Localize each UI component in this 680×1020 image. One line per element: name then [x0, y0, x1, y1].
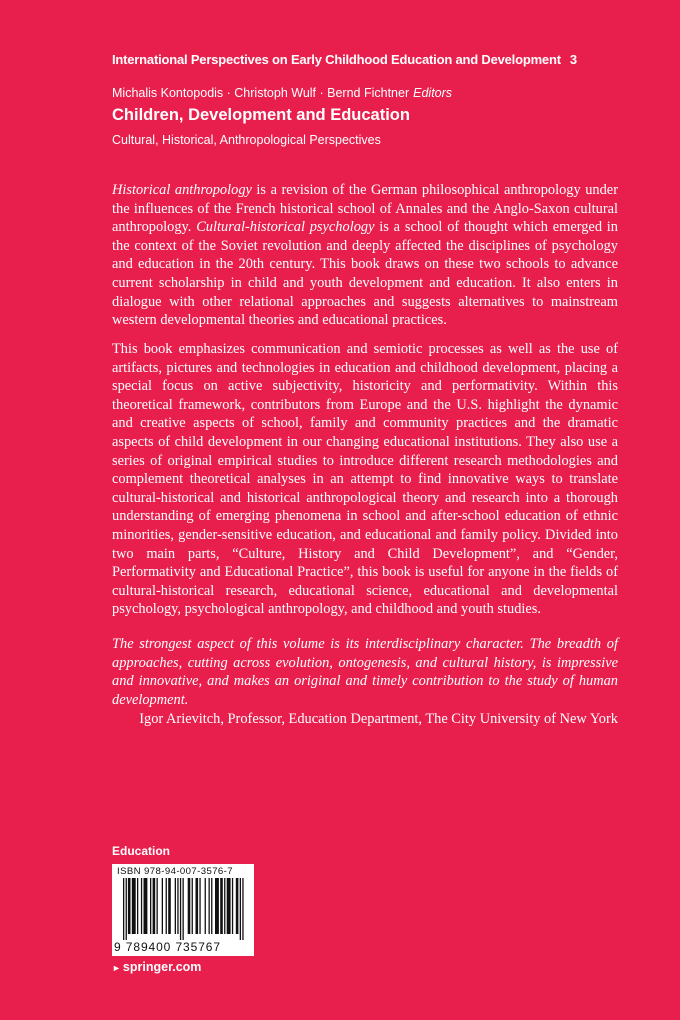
barcode-bar [215, 878, 219, 934]
barcode-bar [183, 878, 184, 940]
blurb-p1-text-1: is a revision of the German philosophical anthropology under the influences of the French historical school of Annales and the Anglo-Saxon cultural anthropology. [112, 182, 618, 236]
editors-names: Michalis Kontopodis · Christoph Wulf · Bernd Fichtner [112, 86, 410, 100]
editors-role: Editors [413, 86, 453, 100]
series-title: International Perspectives on Early Childhood Education and Development [112, 52, 561, 67]
barcode-bar [168, 878, 171, 934]
barcode-bar [188, 878, 191, 934]
arrow-right-icon: ► [112, 963, 121, 973]
barcode-bar [180, 878, 181, 940]
barcode-bar [242, 878, 243, 940]
barcode-bar [137, 878, 138, 934]
blurb-paragraph-2: This book emphasizes communication and semiotic processes as well as the use of artifacts, pictures and technologies in education and childhood development, placing a special focus on active subjectivity, historicity and performativity. Within this theoretical framework, contributors from Europe and the U.S. highlight the dynamic and creative aspects of school, family and community practices and the dramatic aspects of child development in our changing educational institutions. They also use a series of original empirical studies to introduce different research methodologies and complement theoretical analyses in an attempt to find innovative ways to translate cultural-historical and historical anthropological theory and research into a thorough understanding of emerging phenomena in school and after-school education of ethnic minorities, gender-sensitive education, and educational and family policy. Divided into two main parts, “Culture, History and Child Development”, and “Gender, Performativity and Educational Practice”, this book is useful for anyone in the fields of cultural-historical research, educational science, educational and developmental psychology, psychological anthropology, and childhood and youth studies. [112, 341, 618, 618]
barcode-bar [153, 878, 156, 934]
blurb-paragraph-1 [112, 181, 618, 330]
barcode-bar [126, 878, 127, 940]
review-quote: The strongest aspect of this volume is its interdisciplinary character. The breadth of approaches, cutting across evolution, ontogenesis, and cultural history, is impressive and innovative, and makes an original and timely contribution to the study of human development. [112, 636, 618, 708]
barcode-bar [128, 878, 131, 934]
springer-link[interactable] [112, 960, 201, 974]
barcode-bar [157, 878, 158, 934]
barcode-bar [205, 878, 206, 934]
book-subtitle: Cultural, Historical, Anthropological Perspectives [112, 133, 381, 147]
barcode-bar [177, 878, 178, 934]
editors-line [112, 86, 452, 100]
springer-link-text: springer.com [122, 960, 202, 974]
barcode-bar [240, 878, 241, 940]
barcode-bars [117, 878, 249, 940]
isbn-label: ISBN 978-94-007-3576-7 [117, 866, 233, 877]
barcode-bar [209, 878, 210, 934]
barcode-bar [144, 878, 148, 934]
barcode-bar [236, 878, 239, 934]
blurb-p1-text-2: is a school of thought which emerged in the context of the Soviet revolution and deeply affected the disciplines of psychology and education in the 20th century. This book draws on these two schools to advance current scholarship in child and youth development and education. It also enters in dialogue with other relational approaches and suggests alternatives to mainstream western developmental theories and educational practices. [112, 219, 618, 329]
term-historical-anthropology: Historical anthropology [112, 182, 252, 198]
barcode-digits: 9 789400 735767 [114, 940, 221, 954]
barcode-bar [232, 878, 233, 934]
barcode-bar [141, 878, 142, 934]
term-cultural-historical-psychology: Cultural-historical psychology [196, 219, 375, 236]
barcode-bar [199, 878, 200, 934]
barcode [112, 864, 254, 956]
barcode-bar [123, 878, 124, 940]
barcode-bar [211, 878, 212, 934]
barcode-bar [162, 878, 163, 934]
barcode-bar [224, 878, 225, 934]
barcode-bar [175, 878, 176, 934]
barcode-bar [196, 878, 199, 934]
barcode-bar [220, 878, 223, 934]
barcode-bar [192, 878, 193, 934]
barcode-bar [227, 878, 231, 934]
book-title: Children, Development and Education [112, 106, 410, 124]
barcode-bar [132, 878, 136, 934]
barcode-bar [150, 878, 151, 934]
series-line [112, 52, 577, 67]
barcode-bar [166, 878, 167, 934]
quote-attribution: Igor Arievitch, Professor, Education Department, The City University of New York [139, 711, 618, 727]
series-volume: 3 [569, 52, 577, 67]
category-label: Education [112, 844, 171, 858]
